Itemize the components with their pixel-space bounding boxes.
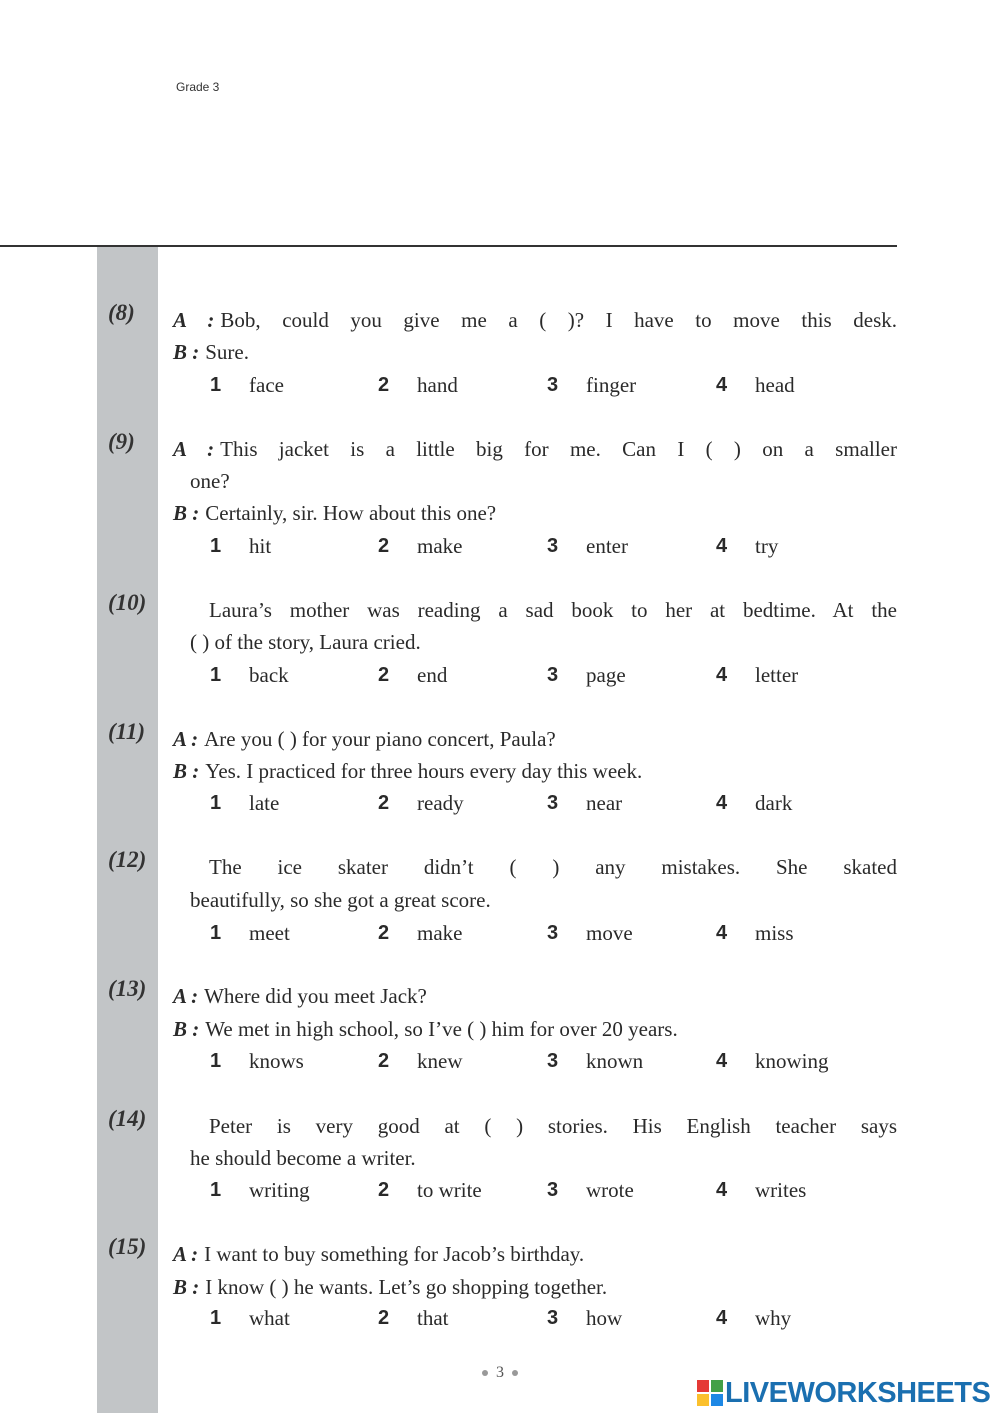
speaker-label: B :	[173, 340, 200, 364]
line-text: Certainly, sir. How about this one?	[205, 501, 497, 525]
liveworksheets-logo[interactable]	[697, 1375, 990, 1411]
option-number: 3	[547, 792, 559, 814]
question-line	[209, 596, 897, 624]
question-line	[190, 467, 897, 495]
option-number: 3	[547, 1179, 559, 1201]
speaker-label: B :	[173, 1275, 200, 1299]
option-word[interactable]: ready	[417, 791, 464, 815]
option-word[interactable]: make	[417, 921, 463, 945]
line-text: I know ( ) he wants. Let’s go shopping together.	[205, 1275, 608, 1299]
question-line	[190, 1144, 897, 1172]
answer-options	[0, 1176, 1000, 1204]
option-number: 2	[378, 1307, 390, 1329]
option-word[interactable]: wrote	[586, 1178, 634, 1202]
question-line	[173, 1240, 897, 1268]
line-text: The ice skater didn’t ( ) any mistakes. She skated	[209, 855, 897, 879]
question-line	[173, 1273, 897, 1301]
option-word[interactable]: near	[586, 791, 623, 815]
question-line	[173, 499, 897, 527]
speaker-label: A :	[173, 1242, 199, 1266]
option-word[interactable]: knowing	[755, 1049, 829, 1073]
option-word[interactable]: miss	[755, 921, 794, 945]
question-number: (8)	[108, 300, 135, 325]
question-number: (9)	[108, 429, 135, 454]
option-number: 3	[547, 374, 559, 396]
line-text: he should become a writer.	[190, 1146, 416, 1170]
option-number: 4	[716, 664, 728, 686]
option-word[interactable]: make	[417, 534, 463, 558]
option-number: 4	[716, 1050, 728, 1072]
option-word[interactable]: back	[249, 663, 289, 687]
option-number: 2	[378, 664, 390, 686]
answer-options	[0, 661, 1000, 689]
option-word[interactable]: writes	[755, 1178, 807, 1202]
question-line	[190, 886, 897, 914]
grade-label: Grade 3	[176, 80, 220, 94]
option-number: 4	[716, 535, 728, 557]
option-number: 1	[210, 1307, 222, 1329]
line-text: I want to buy something for Jacob’s birthday.	[204, 1242, 585, 1266]
question-line	[173, 338, 897, 366]
question-number: (11)	[108, 719, 146, 744]
line-text: Where did you meet Jack?	[204, 984, 427, 1008]
option-word[interactable]: page	[586, 663, 626, 687]
option-number: 1	[210, 374, 222, 396]
option-word[interactable]: move	[586, 921, 633, 945]
option-word[interactable]: dark	[755, 791, 793, 815]
option-number: 4	[716, 1179, 728, 1201]
line-text: Sure.	[205, 340, 249, 364]
question-number: (13)	[108, 976, 147, 1001]
option-number: 4	[716, 922, 728, 944]
speaker-label: A :	[173, 308, 215, 332]
line-text: Peter is very good at ( ) stories. His English teacher says	[209, 1114, 897, 1138]
option-number: 3	[547, 922, 559, 944]
question-number: (15)	[108, 1234, 147, 1259]
option-number: 2	[378, 374, 390, 396]
option-word[interactable]: try	[755, 534, 779, 558]
line-text: This jacket is a little big for me. Can I ( ) on a smaller	[220, 437, 897, 461]
option-word[interactable]: knew	[417, 1049, 463, 1073]
option-number: 1	[210, 792, 222, 814]
option-number: 2	[378, 792, 390, 814]
option-number: 2	[378, 922, 390, 944]
question-line	[209, 853, 897, 881]
option-word[interactable]: late	[249, 791, 280, 815]
question-line	[173, 1015, 897, 1043]
line-text: Bob, could you give me a ( )? I have to move this desk.	[220, 308, 898, 332]
option-number: 1	[210, 535, 222, 557]
option-word[interactable]: meet	[249, 921, 290, 945]
answer-options	[0, 532, 1000, 560]
page-number-text: 3	[496, 1364, 504, 1381]
option-number: 4	[716, 1307, 728, 1329]
option-word[interactable]: enter	[586, 534, 628, 558]
option-word[interactable]: writing	[249, 1178, 310, 1202]
option-word[interactable]: hand	[417, 373, 458, 397]
option-number: 1	[210, 664, 222, 686]
option-word[interactable]: finger	[586, 373, 637, 397]
option-word[interactable]: known	[586, 1049, 644, 1073]
speaker-label: A :	[173, 727, 199, 751]
option-word[interactable]: letter	[755, 663, 799, 687]
question-line	[173, 306, 897, 334]
option-number: 2	[378, 1050, 390, 1072]
option-number: 3	[547, 535, 559, 557]
option-number: 3	[547, 1050, 559, 1072]
option-word[interactable]: that	[417, 1306, 449, 1330]
line-text: beautifully, so she got a great score.	[190, 888, 491, 912]
option-number: 2	[378, 535, 390, 557]
option-number: 4	[716, 792, 728, 814]
line-text: one?	[190, 469, 230, 493]
question-line	[190, 628, 897, 656]
option-word[interactable]: what	[249, 1306, 290, 1330]
logo-text: LIVEWORKSHEETS	[725, 1376, 991, 1409]
option-word[interactable]: hit	[249, 534, 272, 558]
question-line	[173, 435, 897, 463]
answer-options	[0, 371, 1000, 399]
line-text: Laura’s mother was reading a sad book to her at bedtime. At the	[209, 598, 897, 622]
option-number: 1	[210, 1050, 222, 1072]
dot-icon	[512, 1370, 518, 1376]
answer-options	[0, 789, 1000, 817]
question-line	[173, 725, 897, 753]
answer-options	[0, 1047, 1000, 1075]
dot-icon	[482, 1370, 488, 1376]
question-line	[173, 982, 897, 1010]
speaker-label: A :	[173, 437, 215, 461]
line-text: Are you ( ) for your piano concert, Paula?	[204, 727, 556, 751]
speaker-label: B :	[173, 759, 200, 783]
speaker-label: B :	[173, 1017, 200, 1041]
option-word[interactable]: head	[755, 373, 795, 397]
line-text: Yes. I practiced for three hours every day this week.	[205, 759, 643, 783]
question-line	[173, 757, 897, 785]
option-number: 2	[378, 1179, 390, 1201]
page-number	[470, 1364, 530, 1382]
option-number: 3	[547, 664, 559, 686]
line-text: We met in high school, so I’ve ( ) him for over 20 years.	[205, 1017, 678, 1041]
option-number: 1	[210, 1179, 222, 1201]
option-word[interactable]: face	[249, 373, 284, 397]
question-number: (14)	[108, 1106, 147, 1131]
option-word[interactable]: to write	[417, 1178, 482, 1202]
question-line	[209, 1112, 897, 1140]
question-number: (10)	[108, 590, 147, 615]
option-word[interactable]: how	[586, 1306, 623, 1330]
option-number: 1	[210, 922, 222, 944]
speaker-label: A :	[173, 984, 199, 1008]
question-number: (12)	[108, 847, 147, 872]
option-word[interactable]: knows	[249, 1049, 304, 1073]
speaker-label: B :	[173, 501, 200, 525]
logo-grid-icon	[697, 1380, 723, 1406]
option-number: 4	[716, 374, 728, 396]
line-text: ( ) of the story, Laura cried.	[190, 630, 421, 654]
option-number: 3	[547, 1307, 559, 1329]
option-word[interactable]: why	[755, 1306, 792, 1330]
answer-options	[0, 919, 1000, 947]
option-word[interactable]: end	[417, 663, 448, 687]
answer-options	[0, 1304, 1000, 1332]
